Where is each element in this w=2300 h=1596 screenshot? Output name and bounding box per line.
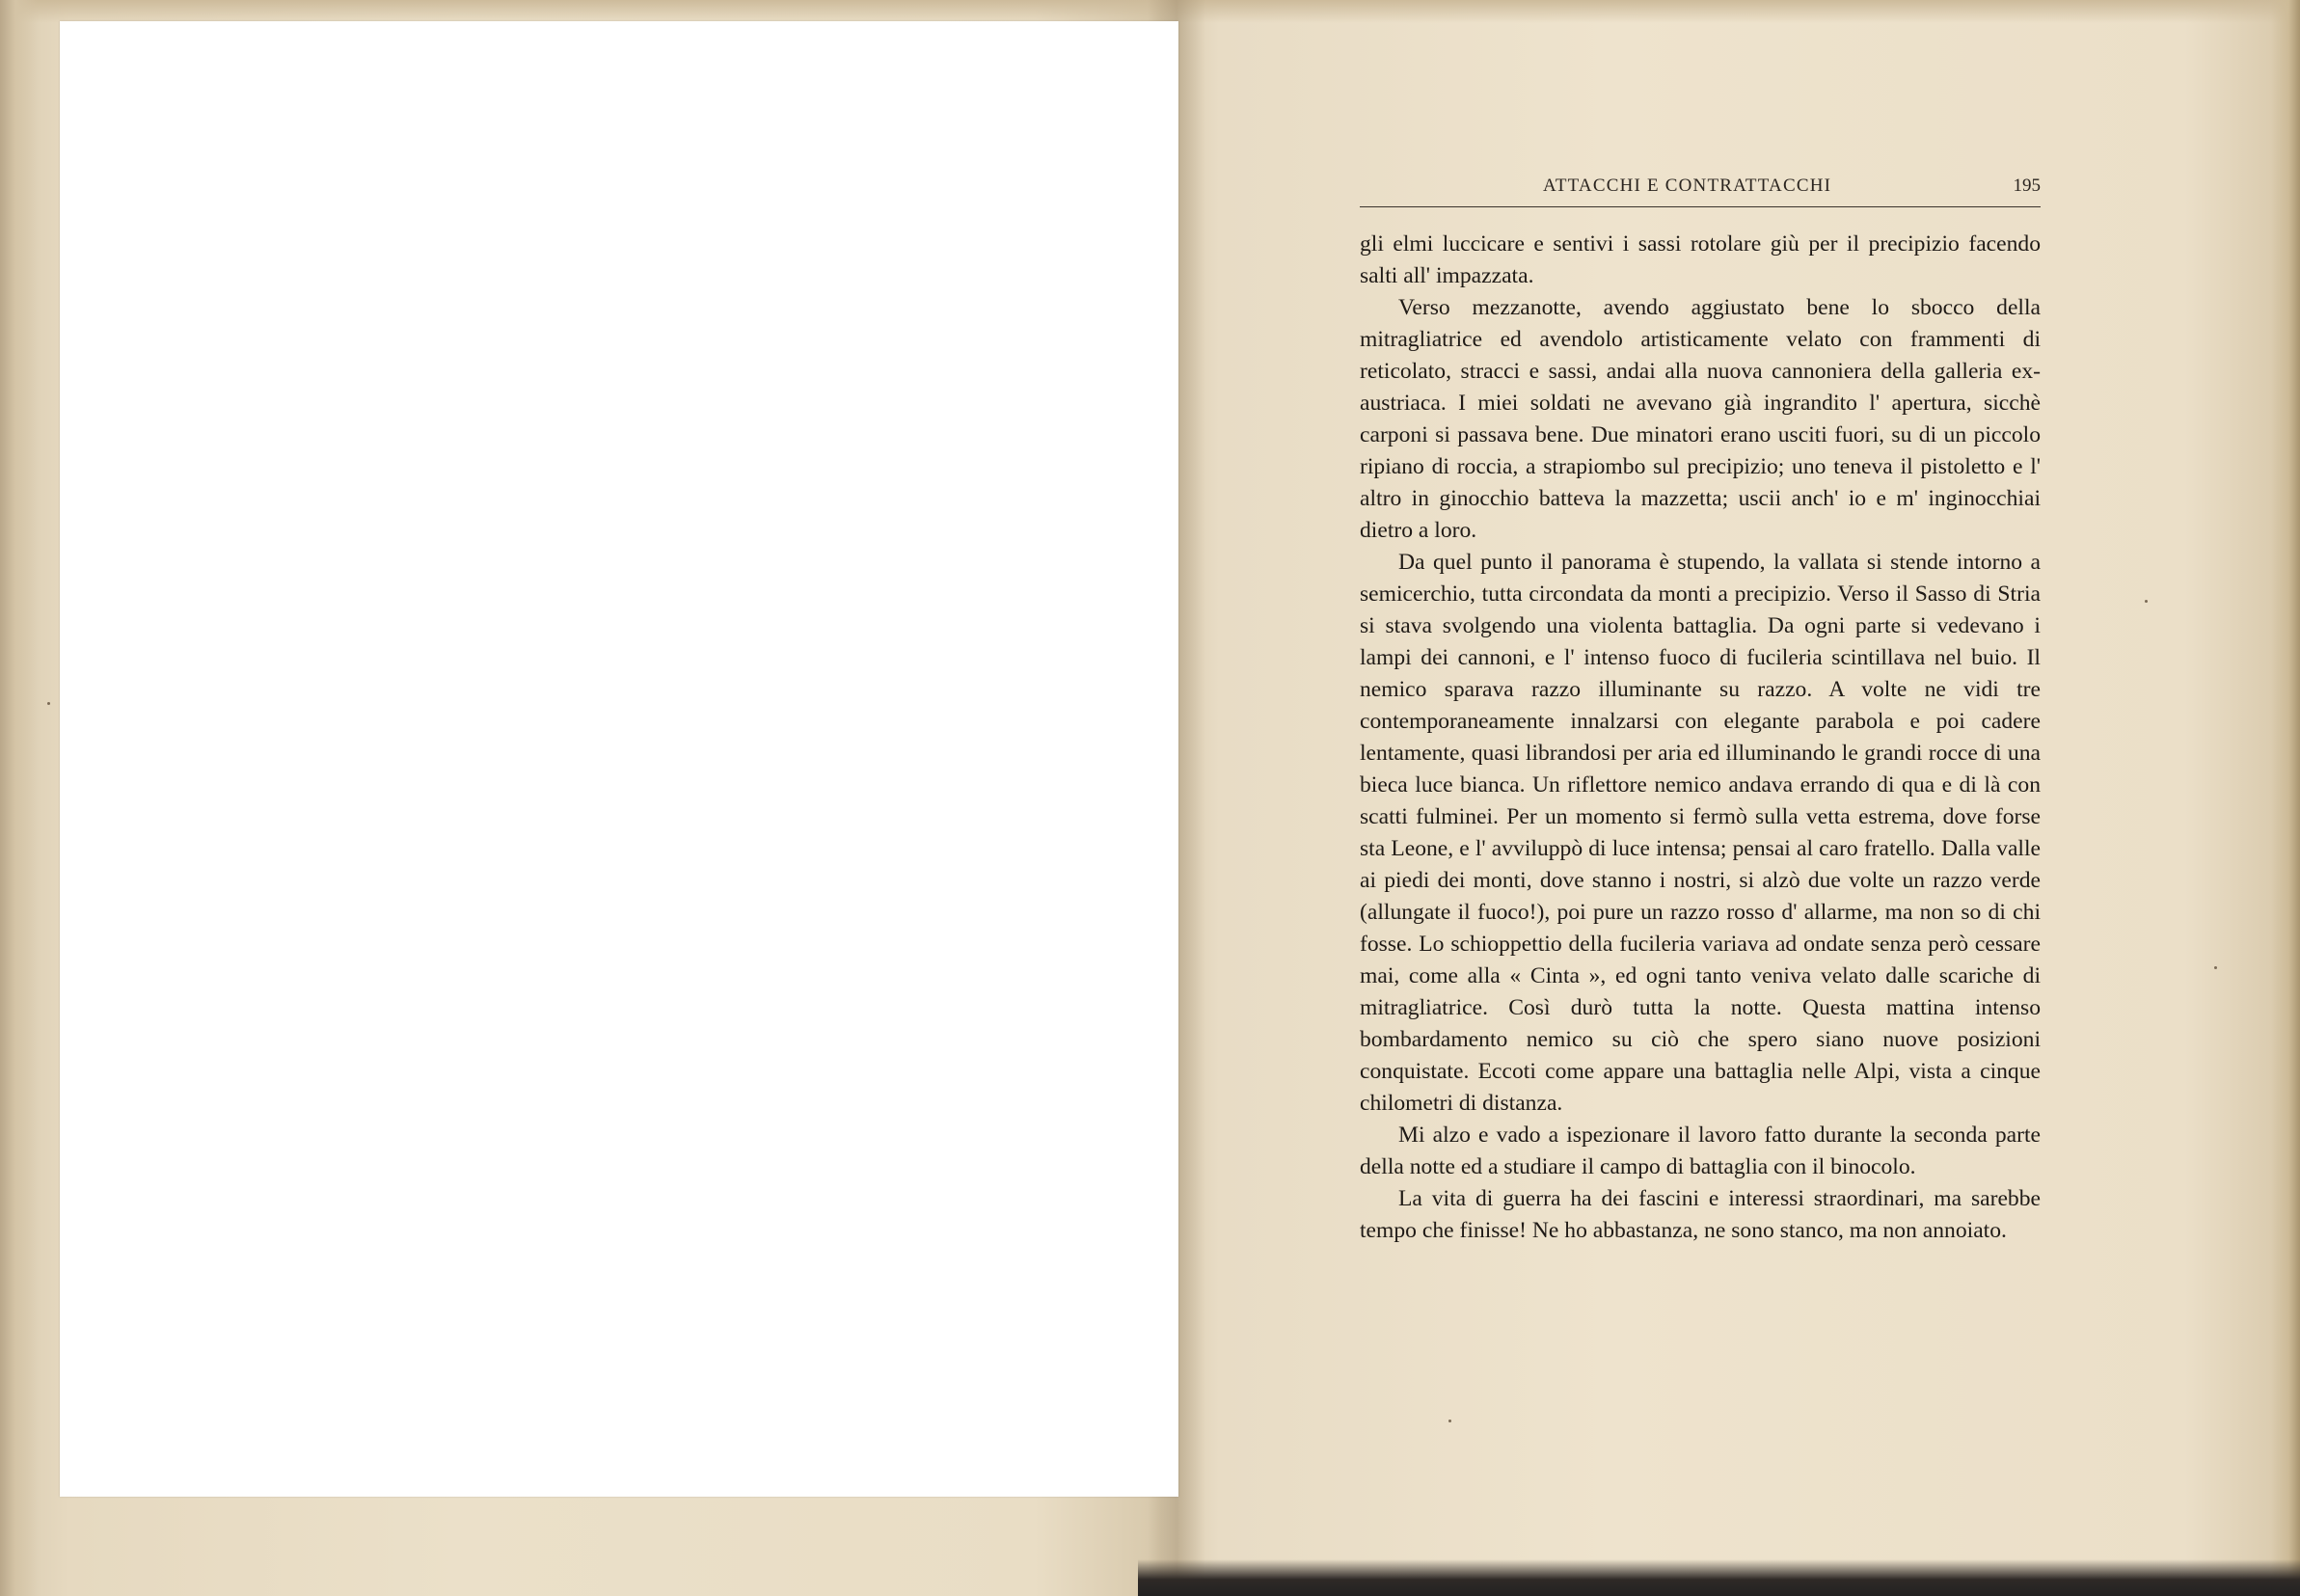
paragraph: Mi alzo e vado a ispezionare il lavoro fatto durante la seconda parte della notte ed a studiare il campo di battaglia con il binocolo. [1360, 1123, 2041, 1179]
body-text [1360, 229, 2041, 1247]
paper-speck [2214, 966, 2217, 969]
paper-speck [47, 702, 50, 705]
page-number: 195 [2013, 176, 2041, 196]
paper-speck [1448, 1420, 1451, 1422]
right-page [1360, 172, 2041, 1247]
running-title: ATTACCHI E CONTRATTACCHI [1543, 176, 1832, 196]
blank-left-page [60, 21, 1178, 1497]
paragraph: gli elmi luccicare e sentivi i sassi rotolare giù per il precipizio facendo salti all' impazzata. [1360, 231, 2041, 288]
paragraph: Verso mezzanotte, avendo aggiustato bene lo sbocco della mitragliatrice ed avendolo artisticamente velato con frammenti di reticolato, stracci e sassi, andai alla nuova cannoniera della galleria ex-austriaca. I miei soldati ne avevano già ingrandito l' apertura, sicchè carponi si passava bene. Due minatori erano usciti fuori, su di un piccolo ripiano di roccia, a strapiombo sul precipizio; uno teneva il pistoletto e l' altro in ginocchio batteva la mazzetta; uscii anch' io e m' inginocchiai dietro a loro. [1360, 295, 2041, 543]
paragraph: La vita di guerra ha dei fascini e interessi straordinari, ma sarebbe tempo che finisse! Ne ho abbastanza, ne sono stanco, ma non annoiato. [1360, 1186, 2041, 1243]
scan-background [1138, 1559, 2300, 1596]
paragraph: Da quel punto il panorama è stupendo, la vallata si stende intorno a semicerchio, tutta circondata da monti a precipizio. Verso il Sasso di Stria si stava svolgendo una violenta battaglia. Da ogni parte si vedevano i lampi dei cannoni, e l' intenso fuoco di fucileria scintillava nel buio. Il nemico sparava razzo illuminante su razzo. A volte ne vidi tre contemporaneamente innalzarsi con elegante parabola e poi cadere lentamente, quasi librandosi per aria ed illuminando le grandi rocce di una bieca luce bianca. Un riflettore nemico andava errando di qua e di là con scatti fulminei. Per un momento si fermò sulla vetta estrema, dove forse sta Leone, e l' avviluppò di luce intensa; pensai al caro fratello. Dalla valle ai piedi dei monti, dove stanno i nostri, si alzò due volte un razzo verde (allungate il fuoco!), poi pure un razzo rosso d' allarme, ma non so di chi fosse. Lo schioppettio della fucileria variava ad ondate senza però cessare mai, come alla « Cinta », ed ogni tanto veniva velato dalle scariche di mitragliatrice. Così durò tutta la notte. Questa mattina intenso bombardamento nemico su ciò che spero siano nuove posizioni conquistate. Eccoti come appare una battaglia nelle Alpi, vista a cinque chilometri di distanza. [1360, 550, 2041, 1116]
paper-speck [2145, 600, 2148, 603]
running-head [1360, 172, 2041, 207]
page-edge-left [0, 0, 39, 1596]
page-edge-right [2271, 0, 2300, 1596]
